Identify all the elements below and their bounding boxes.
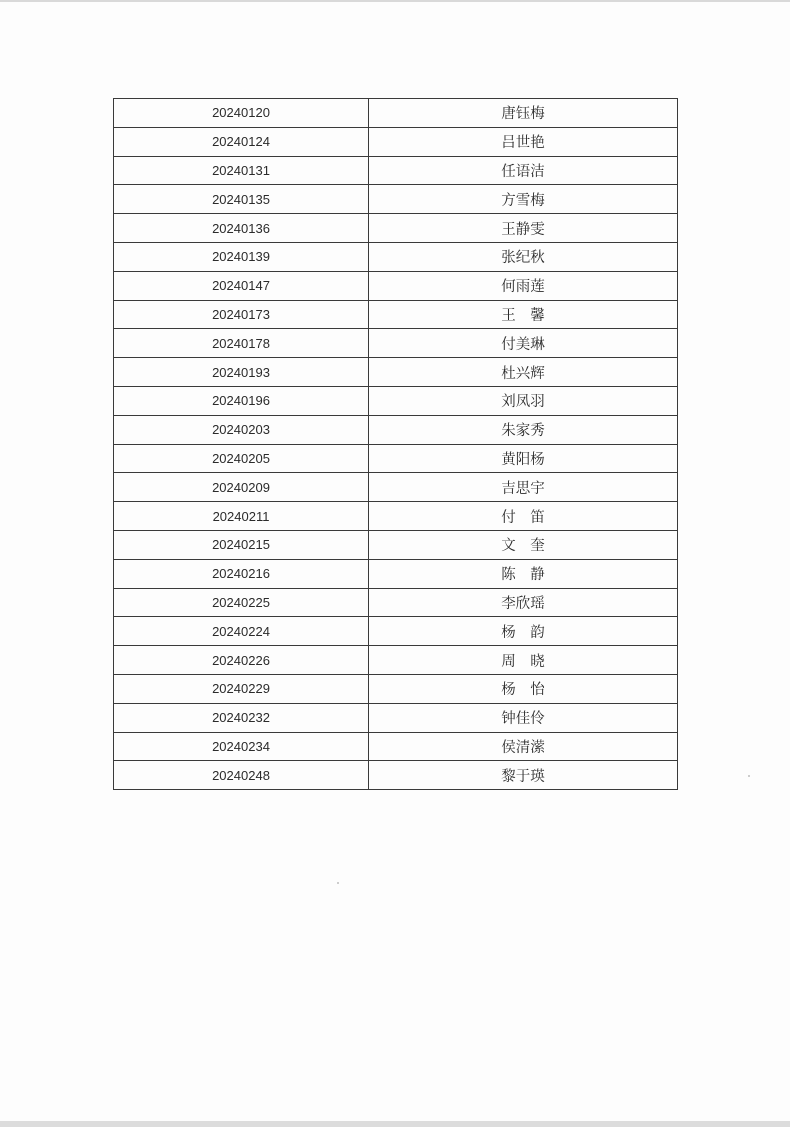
student-id-cell: 20240232: [114, 703, 369, 732]
student-id-cell: 20240131: [114, 156, 369, 185]
student-id-cell: 20240234: [114, 732, 369, 761]
table-row: [114, 242, 678, 271]
student-id-cell: 20240196: [114, 386, 369, 415]
student-name-cell: 周 晓: [369, 646, 678, 675]
student-id-cell: 20240120: [114, 99, 369, 128]
table-row: [114, 271, 678, 300]
student-name-cell: 吕世艳: [369, 127, 678, 156]
student-name-cell: 黄阳杨: [369, 444, 678, 473]
student-id-cell: 20240124: [114, 127, 369, 156]
student-name-cell: 文 奎: [369, 530, 678, 559]
table-row: [114, 617, 678, 646]
student-id-cell: 20240178: [114, 329, 369, 358]
table-row: [114, 530, 678, 559]
table-row: [114, 214, 678, 243]
roster-table: [113, 98, 678, 790]
student-name-cell: 杨 怡: [369, 674, 678, 703]
student-name-cell: 刘凤羽: [369, 386, 678, 415]
student-id-cell: 20240135: [114, 185, 369, 214]
student-id-cell: 20240248: [114, 761, 369, 790]
table-row: [114, 502, 678, 531]
student-id-cell: 20240203: [114, 415, 369, 444]
table-row: [114, 703, 678, 732]
student-name-cell: 李欣瑶: [369, 588, 678, 617]
table-row: [114, 127, 678, 156]
table-row: [114, 415, 678, 444]
student-id-cell: 20240216: [114, 559, 369, 588]
table-row: [114, 156, 678, 185]
table-row: [114, 300, 678, 329]
student-name-cell: 朱家秀: [369, 415, 678, 444]
student-name-cell: 唐钰梅: [369, 99, 678, 128]
table-row: [114, 185, 678, 214]
student-name-cell: 吉思宇: [369, 473, 678, 502]
student-id-cell: 20240224: [114, 617, 369, 646]
student-name-cell: 杨 韵: [369, 617, 678, 646]
table-row: [114, 386, 678, 415]
student-id-cell: 20240215: [114, 530, 369, 559]
student-name-cell: 张纪秋: [369, 242, 678, 271]
student-name-cell: 任语洁: [369, 156, 678, 185]
scan-speck: [337, 882, 339, 884]
table-row: [114, 732, 678, 761]
student-name-cell: 钟佳伶: [369, 703, 678, 732]
table-row: [114, 99, 678, 128]
student-id-cell: 20240173: [114, 300, 369, 329]
table-row: [114, 646, 678, 675]
table-row: [114, 674, 678, 703]
student-name-cell: 杜兴辉: [369, 358, 678, 387]
student-name-cell: 黎于瑛: [369, 761, 678, 790]
table-row: [114, 358, 678, 387]
table-row: [114, 329, 678, 358]
table-row: [114, 559, 678, 588]
student-name-cell: 何雨莲: [369, 271, 678, 300]
table-row: [114, 761, 678, 790]
student-id-cell: 20240139: [114, 242, 369, 271]
student-id-cell: 20240225: [114, 588, 369, 617]
student-id-cell: 20240211: [114, 502, 369, 531]
student-id-cell: 20240229: [114, 674, 369, 703]
student-id-cell: 20240193: [114, 358, 369, 387]
table-row: [114, 473, 678, 502]
student-id-cell: 20240147: [114, 271, 369, 300]
table-row: [114, 588, 678, 617]
page-bottom-edge: [0, 1121, 790, 1127]
student-name-cell: 方雪梅: [369, 185, 678, 214]
student-name-cell: 付美琳: [369, 329, 678, 358]
roster-table-body: [114, 99, 678, 790]
student-id-cell: 20240136: [114, 214, 369, 243]
table-row: [114, 444, 678, 473]
student-name-cell: 王 馨: [369, 300, 678, 329]
student-id-cell: 20240205: [114, 444, 369, 473]
scan-speck: [748, 775, 750, 777]
student-name-cell: 王静雯: [369, 214, 678, 243]
student-id-cell: 20240226: [114, 646, 369, 675]
student-name-cell: 付 笛: [369, 502, 678, 531]
student-name-cell: 陈 静: [369, 559, 678, 588]
student-name-cell: 侯清潆: [369, 732, 678, 761]
student-id-cell: 20240209: [114, 473, 369, 502]
